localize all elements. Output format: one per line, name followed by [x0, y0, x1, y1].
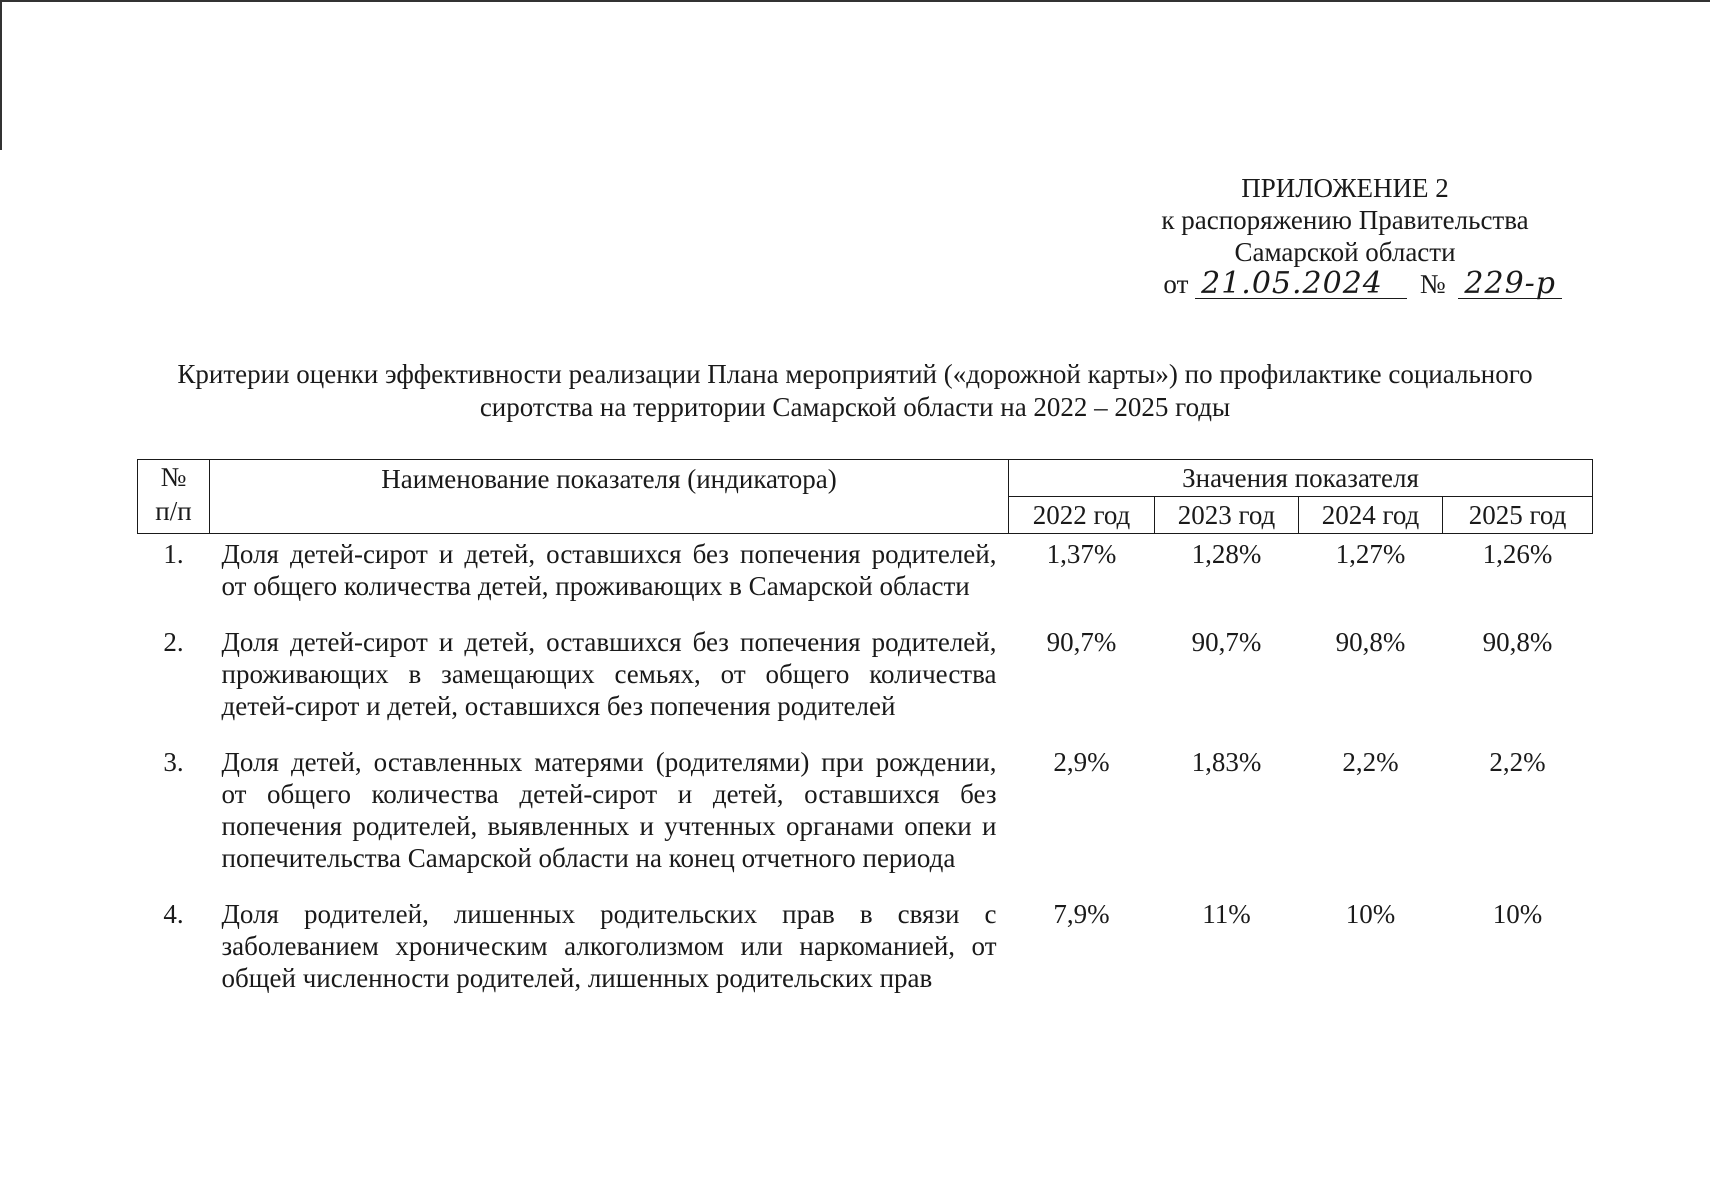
row-number: 1. — [163, 539, 184, 569]
scan-edge-top — [0, 0, 1710, 2]
row-value-2025: 2,2% — [1489, 747, 1546, 777]
header-number-line2: п/п — [155, 496, 192, 526]
header-number-line1: № — [160, 462, 187, 492]
header-number — [138, 460, 210, 534]
row-value-2025: 90,8% — [1482, 627, 1553, 657]
row-value-2023: 11% — [1202, 899, 1251, 929]
scan-edge-left — [0, 0, 2, 150]
appendix-line-2: к распоряжению Правительства — [1161, 205, 1529, 235]
appendix-date-line — [1120, 268, 1570, 300]
row-number: 2. — [163, 627, 184, 657]
header-year-2024: 2024 год — [1299, 497, 1443, 534]
row-value-2023: 90,7% — [1191, 627, 1262, 657]
row-value-2024: 2,2% — [1342, 747, 1399, 777]
criteria-table — [137, 459, 1593, 1014]
appendix-line-3: Самарской области — [1234, 237, 1456, 267]
header-row-1 — [138, 460, 1593, 497]
table-row — [138, 534, 1593, 623]
row-value-2024: 90,8% — [1335, 627, 1406, 657]
row-value-2023: 1,28% — [1191, 539, 1262, 569]
appendix-block — [1120, 172, 1570, 300]
row-number: 4. — [163, 899, 184, 929]
row-indicator: Доля родителей, лишенных родительских прав в связи с заболеванием хроническим алкоголизмом или наркоманией, от общей численности родителей, лишенных родительских прав — [221, 899, 997, 993]
row-value-2023: 1,83% — [1191, 747, 1262, 777]
table-row — [138, 894, 1593, 1014]
handwritten-number: 229-р — [1458, 270, 1562, 299]
row-indicator: Доля детей-сирот и детей, оставшихся без попечения родителей, проживающих в замещающих семьях, от общего количества детей-сирот и детей, оставшихся без попечения родителей — [221, 627, 997, 721]
row-value-2025: 10% — [1492, 899, 1543, 929]
date-prefix: от — [1163, 269, 1189, 299]
header-year-2022: 2022 год — [1009, 497, 1155, 534]
row-value-2025: 1,26% — [1482, 539, 1553, 569]
row-value-2024: 1,27% — [1335, 539, 1406, 569]
header-year-2023: 2023 год — [1155, 497, 1299, 534]
row-number: 3. — [163, 747, 184, 777]
handwritten-date: 21.05.2024 — [1195, 270, 1407, 299]
document-title: Критерии оценки эффективности реализации Плана мероприятий («дорожной карты») по профилактике социального сиротства на территории Самарской области на 2022 – 2025 годы — [177, 359, 1533, 422]
row-indicator: Доля детей-сирот и детей, оставшихся без попечения родителей, от общего количества детей, проживающих в Самарской области — [221, 539, 997, 601]
appendix-heading: ПРИЛОЖЕНИЕ 2 — [1241, 173, 1449, 203]
row-value-2022: 1,37% — [1046, 539, 1117, 569]
header-indicator-name: Наименование показателя (индикатора) — [210, 460, 1009, 534]
table-row — [138, 742, 1593, 894]
header-values-group: Значения показателя — [1009, 460, 1593, 497]
header-year-2025: 2025 год — [1443, 497, 1593, 534]
number-prefix: № — [1419, 269, 1446, 299]
table-row — [138, 622, 1593, 742]
row-value-2024: 10% — [1345, 899, 1396, 929]
row-indicator: Доля детей, оставленных матерями (родителями) при рождении, от общего количества детей-сирот и детей, оставшихся без попечения родителей, выявленных и учтенных органами опеки и попечительства Самарской области на конец отчетного периода — [221, 747, 997, 873]
row-value-2022: 90,7% — [1046, 627, 1117, 657]
row-value-2022: 7,9% — [1053, 899, 1110, 929]
row-value-2022: 2,9% — [1053, 747, 1110, 777]
